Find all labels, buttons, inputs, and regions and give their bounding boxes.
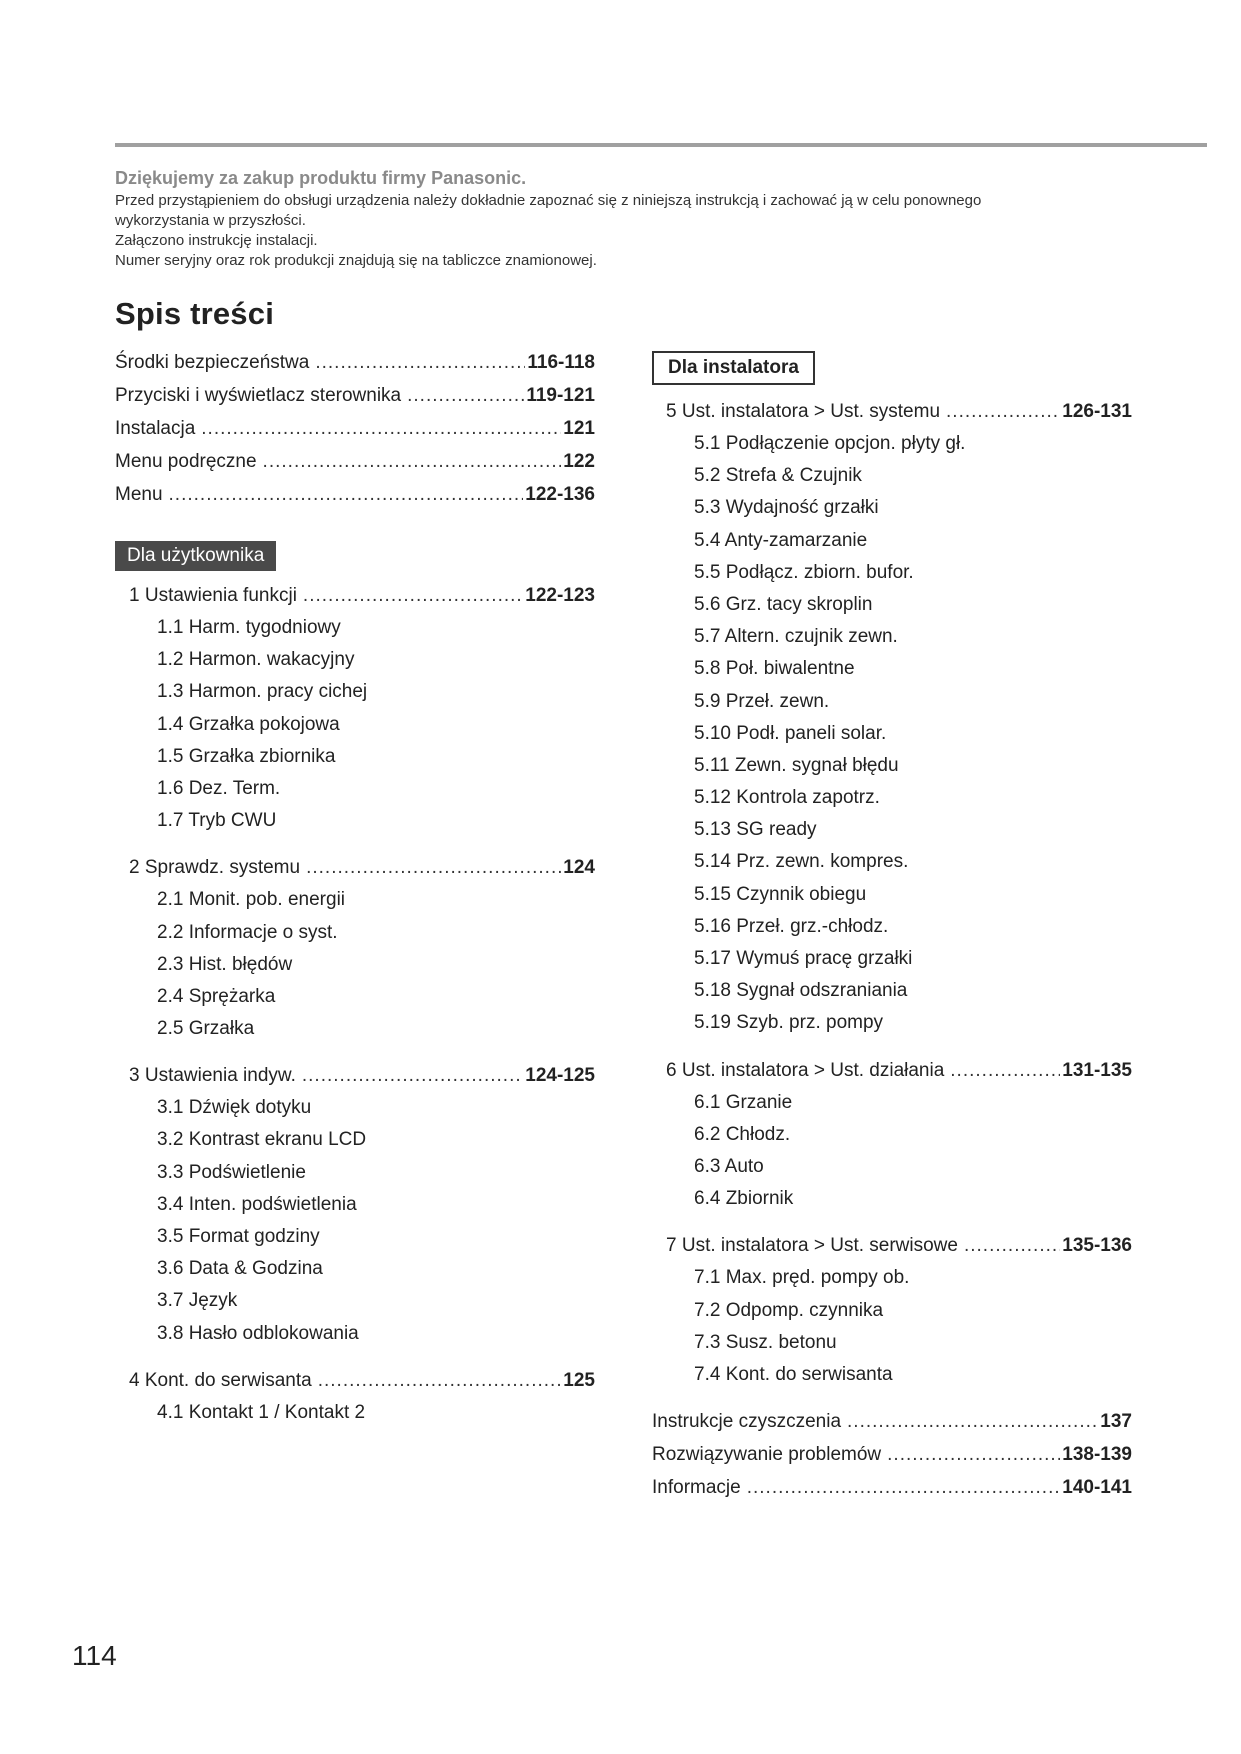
- toc-subitem[interactable]: 3.1 Dźwięk dotyku: [157, 1097, 312, 1119]
- top-rule: [115, 143, 1207, 147]
- toc-subitem[interactable]: 1.4 Grzałka pokojowa: [157, 713, 340, 735]
- toc-subitem[interactable]: 5.10 Podł. paneli solar.: [694, 722, 887, 744]
- toc-entry[interactable]: [652, 1054, 1132, 1087]
- toc-subitem[interactable]: 3.3 Podświetlenie: [157, 1161, 306, 1183]
- dot-leader: [847, 1405, 1098, 1438]
- toc-entry-pages: 140-141: [1062, 1477, 1132, 1499]
- toc-subitem[interactable]: 1.7 Tryb CWU: [157, 810, 277, 832]
- toc-subitem[interactable]: 1.5 Grzałka zbiornika: [157, 745, 336, 767]
- toc-entry-pages: 126-131: [1062, 401, 1132, 422]
- toc-subitem[interactable]: 2.1 Monit. pob. energii: [157, 889, 346, 911]
- dot-leader: [303, 579, 523, 612]
- dot-leader: [302, 1059, 523, 1092]
- installer-toc: [652, 395, 1132, 1391]
- toc-subitem[interactable]: 5.19 Szyb. prz. pompy: [694, 1012, 884, 1034]
- intro-thanks: Dziękujemy za zakup produktu firmy Panasonic.: [115, 168, 527, 188]
- dot-leader: [747, 1471, 1061, 1504]
- toc-subitem[interactable]: 1.1 Harm. tygodniowy: [157, 617, 341, 638]
- toc-subitem[interactable]: 6.2 Chłodz.: [694, 1123, 791, 1145]
- toc-section: [652, 1229, 1132, 1391]
- toc-section: [115, 1364, 595, 1429]
- toc-subitem[interactable]: 6.1 Grzanie: [694, 1091, 793, 1113]
- toc-entry-pages: 131-135: [1062, 1059, 1132, 1081]
- toc-subitem[interactable]: 5.5 Podłącz. zbiorn. bufor.: [694, 561, 914, 583]
- toc-subitem[interactable]: 3.5 Format godziny: [157, 1226, 320, 1247]
- dot-leader: [407, 379, 524, 412]
- toc-entry-label: Informacje: [652, 1477, 741, 1499]
- toc-entry[interactable]: [652, 1405, 1132, 1438]
- toc-entry[interactable]: [115, 412, 595, 445]
- toc-entry-pages: 122-123: [525, 585, 595, 606]
- toc-subitem[interactable]: 3.6 Data & Godzina: [157, 1258, 323, 1280]
- dot-leader: [315, 346, 525, 379]
- toc-subitem[interactable]: 5.15 Czynnik obiegu: [694, 883, 867, 905]
- toc-subitem[interactable]: 6.4 Zbiornik: [694, 1188, 794, 1210]
- toc-subitem[interactable]: 7.2 Odpomp. czynnika: [694, 1299, 884, 1321]
- toc-subitem[interactable]: 5.18 Sygnał odszraniania: [694, 980, 908, 1002]
- toc-entry-pages: 121: [563, 418, 595, 439]
- toc-left-column: [115, 346, 595, 1443]
- toc-entry-label: 5 Ust. instalatora > Ust. systemu: [666, 401, 941, 422]
- dot-leader: [201, 412, 561, 445]
- toc-subitem[interactable]: 5.3 Wydajność grzałki: [694, 497, 879, 519]
- toc-entry[interactable]: [115, 478, 595, 511]
- toc-subitem[interactable]: 2.4 Sprężarka: [157, 985, 276, 1007]
- toc-subitem[interactable]: 5.7 Altern. czujnik zewn.: [694, 626, 898, 648]
- installer-section-label: Dla instalatora: [652, 351, 815, 385]
- toc-entry-label: Środki bezpieczeństwa: [115, 352, 310, 373]
- toc-subitem[interactable]: 2.5 Grzałka: [157, 1018, 255, 1040]
- toc-entry-label: Menu: [115, 484, 163, 505]
- toc-subitem[interactable]: 5.9 Przeł. zewn.: [694, 690, 830, 712]
- intro-line: wykorzystania w przyszłości.: [115, 212, 306, 229]
- toc-section: [115, 1059, 595, 1350]
- final-toc: [652, 1405, 1132, 1504]
- toc-entry[interactable]: [115, 579, 595, 612]
- dot-leader: [306, 851, 561, 884]
- dot-leader: [263, 445, 562, 478]
- toc-entry-label: 7 Ust. instalatora > Ust. serwisowe: [666, 1235, 958, 1257]
- toc-subitem[interactable]: 1.2 Harmon. wakacyjny: [157, 649, 355, 671]
- toc-subitem[interactable]: 1.6 Dez. Term.: [157, 777, 281, 799]
- dot-leader: [169, 478, 524, 511]
- toc-entry-label: 3 Ustawienia indyw.: [129, 1065, 296, 1087]
- toc-entry-pages: 124: [563, 857, 595, 879]
- dot-leader: [946, 395, 1060, 428]
- toc-entry-label: Rozwiązywanie problemów: [652, 1444, 882, 1466]
- toc-entry[interactable]: [652, 1438, 1132, 1471]
- toc-subitem[interactable]: 2.3 Hist. błędów: [157, 953, 293, 975]
- dot-leader: [964, 1229, 1060, 1262]
- user-section-label: Dla użytkownika: [115, 541, 276, 571]
- toc-entry-label: 6 Ust. instalatora > Ust. działania: [666, 1059, 945, 1081]
- toc-entry-pages: 122-136: [525, 484, 595, 505]
- toc-entry-pages: 138-139: [1062, 1444, 1132, 1466]
- toc-subitem[interactable]: 3.8 Hasło odblokowania: [157, 1322, 359, 1344]
- intro-line: Numer seryjny oraz rok produkcji znajdują się na tabliczce znamionowej.: [115, 252, 597, 269]
- toc-subitem[interactable]: 5.2 Strefa & Czujnik: [694, 465, 862, 487]
- user-toc: [115, 579, 595, 1429]
- toc-right-column: [652, 351, 1132, 1504]
- toc-entry-label: Przyciski i wyświetlacz sterownika: [115, 385, 402, 406]
- toc-entry[interactable]: [115, 379, 595, 412]
- toc-entry-label: Menu podręczne: [115, 451, 257, 472]
- toc-section: [115, 579, 595, 837]
- toc-entry[interactable]: [115, 851, 595, 884]
- toc-entry-label: 2 Sprawdz. systemu: [129, 857, 301, 879]
- toc-entry-label: Instrukcje czyszczenia: [652, 1411, 842, 1433]
- toc-subitem[interactable]: 5.11 Zewn. sygnał błędu: [694, 754, 899, 776]
- toc-subitem[interactable]: 7.3 Susz. betonu: [694, 1331, 837, 1353]
- toc-subitem[interactable]: 3.2 Kontrast ekranu LCD: [157, 1129, 367, 1151]
- toc-entry-pages: 116-118: [527, 352, 595, 373]
- toc-subitem[interactable]: 1.3 Harmon. pracy cichej: [157, 681, 368, 703]
- toc-entry-pages: 122: [563, 451, 595, 472]
- toc-entry-pages: 137: [1100, 1411, 1132, 1433]
- toc-subitem[interactable]: 4.1 Kontakt 1 / Kontakt 2: [157, 1401, 366, 1423]
- page-number: 114: [72, 1640, 117, 1671]
- toc-section: [652, 1054, 1132, 1216]
- toc-entry[interactable]: [115, 445, 595, 478]
- toc-subitem[interactable]: 5.13 SG ready: [694, 819, 817, 841]
- toc-entry-label: 4 Kont. do serwisanta: [129, 1369, 312, 1391]
- toc-section: [115, 851, 595, 1045]
- toc-subitem[interactable]: 3.7 Język: [157, 1290, 238, 1312]
- toc-section: [652, 395, 1132, 1040]
- dot-leader: [887, 1438, 1060, 1471]
- intro-line: Przed przystąpieniem do obsługi urządzenia należy dokładnie zapoznać się z niniejszą instrukcją i zachować ją w celu ponownego: [115, 192, 982, 209]
- toc-subitem[interactable]: 6.3 Auto: [694, 1155, 764, 1177]
- toc-subitem[interactable]: 5.17 Wymuś pracę grzałki: [694, 948, 913, 969]
- toc-subitem[interactable]: 7.1 Max. pręd. pompy ob.: [694, 1267, 910, 1289]
- toc-entry-pages: 119-121: [526, 385, 595, 406]
- intro-line: Załączono instrukcję instalacji.: [115, 232, 318, 249]
- toc-subitem[interactable]: 5.8 Poł. biwalentne: [694, 658, 855, 680]
- toc-subitem[interactable]: 5.14 Prz. zewn. kompres.: [694, 851, 909, 873]
- toc-entry[interactable]: [652, 1471, 1132, 1504]
- toc-subitem[interactable]: 5.6 Grz. tacy skroplin: [694, 593, 873, 615]
- intro: [115, 168, 1115, 271]
- toc-entry[interactable]: [115, 346, 595, 379]
- toc-subitem[interactable]: 2.2 Informacje o syst.: [157, 921, 338, 943]
- toc-subitem[interactable]: 3.4 Inten. podświetlenia: [157, 1193, 357, 1215]
- toc-entry[interactable]: [652, 395, 1132, 428]
- toc-subitem[interactable]: 5.1 Podłączenie opcjon. płyty gł.: [694, 433, 966, 454]
- general-toc: [115, 346, 595, 511]
- toc-entry[interactable]: [652, 1229, 1132, 1262]
- toc-entry[interactable]: [115, 1059, 595, 1092]
- toc-subitem[interactable]: 5.12 Kontrola zapotrz.: [694, 787, 880, 809]
- dot-leader: [318, 1364, 562, 1397]
- dot-leader: [950, 1054, 1060, 1087]
- toc-subitem[interactable]: 7.4 Kont. do serwisanta: [694, 1363, 893, 1385]
- toc-entry-label: Instalacja: [115, 418, 196, 439]
- toc-entry-pages: 125: [563, 1369, 595, 1391]
- toc-entry-label: 1 Ustawienia funkcji: [129, 585, 297, 606]
- toc-entry-pages: 135-136: [1062, 1235, 1132, 1257]
- toc-entry-pages: 124-125: [525, 1065, 595, 1087]
- page-title: Spis treści: [115, 296, 275, 331]
- toc-subitem[interactable]: 5.16 Przeł. grz.-chłodz.: [694, 915, 889, 937]
- toc-entry[interactable]: [115, 1364, 595, 1397]
- toc-subitem[interactable]: 5.4 Anty-zamarzanie: [694, 529, 868, 551]
